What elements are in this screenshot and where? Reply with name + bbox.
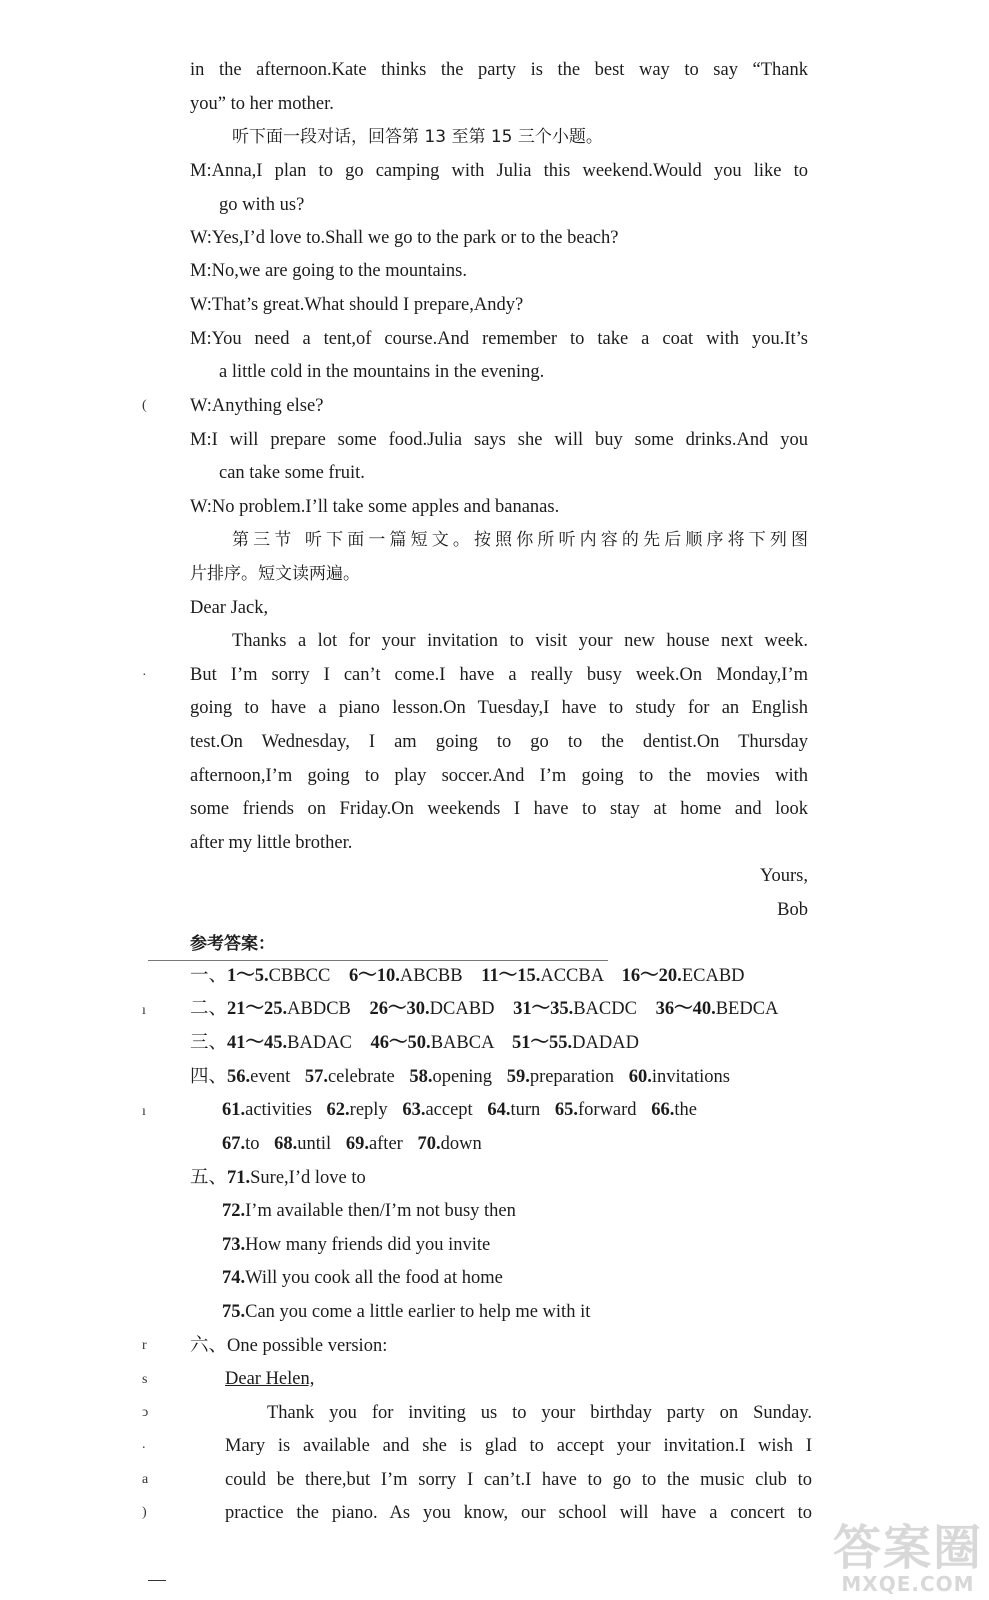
margin-mark: ) xyxy=(142,1505,147,1520)
part-label: 四、 xyxy=(190,1067,228,1087)
item-number: 63. xyxy=(402,1100,426,1120)
item-number: 72. xyxy=(222,1201,246,1221)
sample-letter-line: practice the piano. As you know, our school will have a concert to xyxy=(225,1503,812,1523)
answer-range: 41～45. xyxy=(227,1033,288,1053)
item-text: I’m available then/I’m not busy then xyxy=(245,1201,516,1221)
margin-mark: a xyxy=(142,1472,149,1487)
answer-row-part1 xyxy=(190,964,745,988)
sample-letter-line: Thank you for inviting us to your birthday party on Sunday. xyxy=(267,1403,812,1423)
item-word: celebrate xyxy=(327,1067,395,1087)
item-number: 58. xyxy=(409,1067,433,1087)
answer-range: 36～40. xyxy=(655,999,716,1019)
answer-value: BADAC xyxy=(287,1033,352,1053)
item-word: until xyxy=(297,1134,332,1154)
transcript-line: in the afternoon.Kate thinks the party is the best way to say “Thank xyxy=(190,60,808,80)
answer-range: 31～35. xyxy=(513,999,574,1019)
item-word: event xyxy=(250,1067,291,1087)
margin-mark: ↄ xyxy=(142,1405,149,1420)
part-label: 六、 xyxy=(190,1336,228,1356)
item-number: 60. xyxy=(628,1067,652,1087)
margin-mark: ı xyxy=(142,1104,146,1119)
answer-row-part4 xyxy=(222,1098,697,1122)
item-number: 66. xyxy=(651,1100,675,1120)
part-label: 一、 xyxy=(190,966,228,986)
answer-value: BACDC xyxy=(573,999,637,1019)
dialogue-line: W:That’s great.What should I prepare,Andy? xyxy=(190,295,524,315)
answer-row-part4 xyxy=(190,1065,730,1089)
item-number: 69. xyxy=(345,1134,369,1154)
transcript-line: you” to her mother. xyxy=(190,94,334,114)
item-word: invitations xyxy=(651,1067,730,1087)
letter-line: after my little brother. xyxy=(190,833,353,853)
item-word: turn xyxy=(510,1100,541,1120)
section-heading: 片排序。短文读两遍。 xyxy=(190,564,360,584)
letter-line: But I’m sorry I can’t come.I have a really busy week.On Monday,I’m xyxy=(190,665,808,685)
item-number: 75. xyxy=(222,1302,246,1322)
answers-divider xyxy=(148,960,608,961)
margin-mark: · xyxy=(142,668,147,683)
margin-mark: s xyxy=(142,1372,148,1387)
letter-line: some friends on Friday.On weekends I have to stay at home and look xyxy=(190,799,808,819)
dialogue-line: W:Anything else? xyxy=(190,396,324,416)
item-number: 68. xyxy=(274,1134,298,1154)
letter-line: going to have a piano lesson.On Tuesday,I have to study for an English xyxy=(190,698,808,718)
answer-row-part6 xyxy=(190,1334,387,1358)
answer-range: 21～25. xyxy=(227,999,288,1019)
answer-value: DADAD xyxy=(572,1033,639,1053)
dialogue-line: a little cold in the mountains in the evening. xyxy=(219,362,545,382)
part-label: 二、 xyxy=(190,999,228,1019)
item-number: 65. xyxy=(554,1100,578,1120)
item-number: 67. xyxy=(222,1134,246,1154)
sample-letter-greeting: Dear Helen, xyxy=(225,1369,315,1389)
item-word: to xyxy=(245,1134,260,1154)
item-text: How many friends did you invite xyxy=(245,1235,491,1255)
watermark-mark: 答案圈 xyxy=(832,1520,983,1576)
margin-mark: . xyxy=(142,1437,146,1452)
part-label: 三、 xyxy=(190,1033,228,1053)
sample-letter-line: could be there,but I’m sorry I can’t.I have to go to the music club to xyxy=(225,1470,812,1490)
answer-value: DCABD xyxy=(429,999,495,1019)
answer-value: BABCA xyxy=(430,1033,494,1053)
item-number: 73. xyxy=(222,1235,246,1255)
answer-value: CBBCC xyxy=(268,966,331,986)
letter-signature: Bob xyxy=(777,900,808,920)
item-word: opening xyxy=(432,1067,493,1087)
answer-row-part5 xyxy=(222,1266,503,1290)
answer-range: 11～15. xyxy=(481,966,541,986)
margin-mark: r xyxy=(142,1338,147,1353)
dialogue-line: M:No,we are going to the mountains. xyxy=(190,261,467,281)
answer-range: 16～20. xyxy=(621,966,682,986)
letter-line: afternoon,I’m going to play soccer.And I’m going to the movies with xyxy=(190,766,808,786)
item-word: accept xyxy=(425,1100,473,1120)
letter-line: test.On Wednesday, I am going to go to the dentist.On Thursday xyxy=(190,732,808,752)
item-number: 64. xyxy=(487,1100,511,1120)
margin-dash xyxy=(148,1580,166,1581)
letter-closing: Yours, xyxy=(760,866,808,886)
dialogue-line: can take some fruit. xyxy=(219,463,365,483)
part-label: 五、 xyxy=(190,1168,228,1188)
item-number: 74. xyxy=(222,1268,246,1288)
item-word: the xyxy=(674,1100,697,1120)
margin-mark: ( xyxy=(142,398,147,413)
answer-row-part5 xyxy=(190,1166,366,1190)
item-text: Can you come a little earlier to help me with it xyxy=(245,1302,591,1322)
version-intro: One possible version: xyxy=(227,1336,388,1356)
dialogue-line: M:Anna,I plan to go camping with Julia this weekend.Would you like to xyxy=(190,161,808,181)
answer-value: ABCBB xyxy=(399,966,463,986)
item-number: 59. xyxy=(506,1067,530,1087)
answer-value: ABDCB xyxy=(287,999,351,1019)
answer-row-part4 xyxy=(222,1132,482,1156)
item-number: 71. xyxy=(227,1168,251,1188)
item-text: Sure,I’d love to xyxy=(250,1168,366,1188)
answer-row-part5 xyxy=(222,1300,590,1324)
answer-range: 51～55. xyxy=(512,1033,573,1053)
letter-line: Thanks a lot for your invitation to visit your new house next week. xyxy=(232,631,808,651)
section-heading: 听下面一段对话，回答第 13 至第 15 三个小题。 xyxy=(232,127,603,147)
answers-heading: 参考答案： xyxy=(190,934,275,954)
dialogue-line: W:No problem.I’ll take some apples and bananas. xyxy=(190,497,560,517)
answer-row-part2 xyxy=(190,997,778,1021)
answer-row-part5 xyxy=(222,1199,516,1223)
item-word: down xyxy=(440,1134,482,1154)
item-word: preparation xyxy=(529,1067,615,1087)
dialogue-line: M:I will prepare some food.Julia says she will buy some drinks.And you xyxy=(190,430,808,450)
item-word: activities xyxy=(245,1100,312,1120)
item-word: reply xyxy=(349,1100,388,1120)
answer-value: BEDCA xyxy=(715,999,779,1019)
dialogue-line: M:You need a tent,of course.And remember to take a coat with you.It’s xyxy=(190,329,808,349)
watermark-logo xyxy=(832,1520,983,1596)
item-number: 70. xyxy=(417,1134,441,1154)
section-heading: 第三节 听下面一篇短文。按照你所听内容的先后顺序将下列图 xyxy=(232,530,808,550)
watermark-url: MXQE.COM xyxy=(841,1572,975,1596)
item-number: 57. xyxy=(304,1067,328,1087)
dialogue-line: go with us? xyxy=(219,195,305,215)
item-text: Will you cook all the food at home xyxy=(245,1268,503,1288)
margin-mark: ı xyxy=(142,1003,146,1018)
item-number: 62. xyxy=(326,1100,350,1120)
item-word: after xyxy=(368,1134,403,1154)
item-number: 56. xyxy=(227,1067,251,1087)
item-number: 61. xyxy=(222,1100,246,1120)
letter-greeting: Dear Jack, xyxy=(190,598,269,618)
answer-value: ECABD xyxy=(681,966,745,986)
answer-range: 6～10. xyxy=(348,966,400,986)
answer-range: 26～30. xyxy=(369,999,430,1019)
answer-value: ACCBA xyxy=(540,966,604,986)
answer-range: 1～5. xyxy=(227,966,269,986)
item-word: forward xyxy=(578,1100,637,1120)
sample-letter-line: Mary is available and she is glad to accept your invitation.I wish I xyxy=(225,1436,812,1456)
answer-row-part3 xyxy=(190,1031,639,1055)
answer-range: 46～50. xyxy=(370,1033,431,1053)
dialogue-line: W:Yes,I’d love to.Shall we go to the park or to the beach? xyxy=(190,228,619,248)
answer-row-part5 xyxy=(222,1233,490,1257)
